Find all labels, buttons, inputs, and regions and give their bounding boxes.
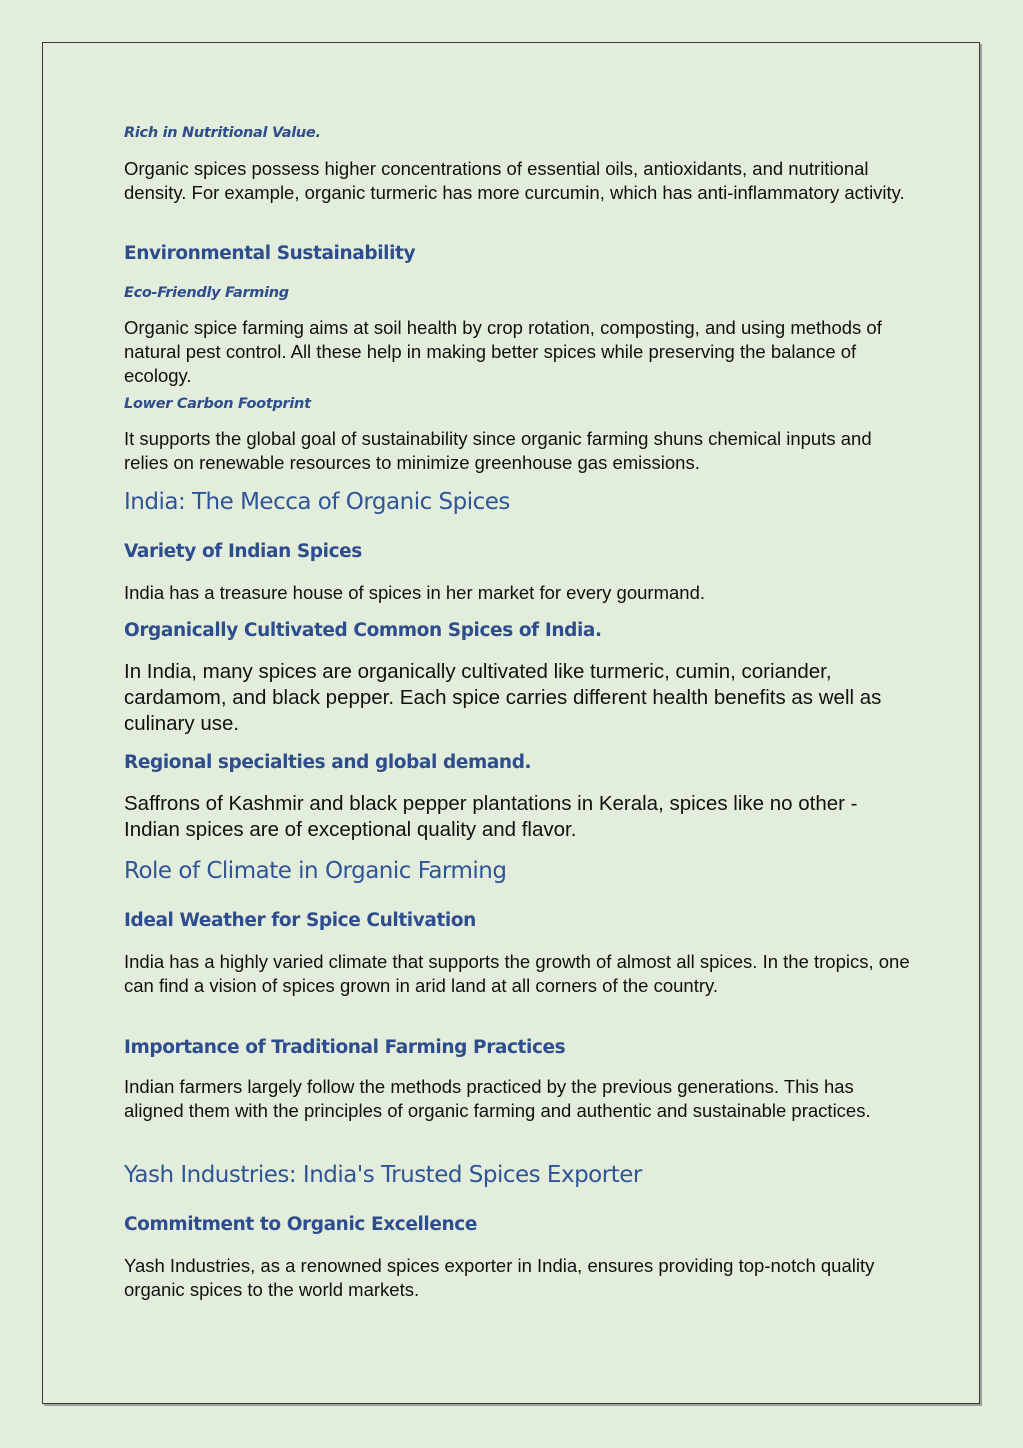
nutrition-heading: Rich in Nutritional Value. xyxy=(124,125,321,141)
eco-farming-paragraph: Organic spice farming aims at soil health by crop rotation, composting, and using methods of natural pest control. All these help in making better spices while preserving the balance of ecology. xyxy=(124,317,882,386)
commitment-paragraph: Yash Industries, as a renowned spices exporter in India, ensures providing top-notch quality organic spices to the world markets. xyxy=(124,1255,875,1300)
traditional-heading: Importance of Traditional Farming Practices xyxy=(124,1037,566,1058)
regional-paragraph: Saffrons of Kashmir and black pepper plantations in Kerala, spices like no other - Indian spices are of exceptional quality and flavor. xyxy=(124,792,858,841)
environmental-heading: Environmental Sustainability xyxy=(124,243,416,264)
commitment-heading: Commitment to Organic Excellence xyxy=(124,1214,477,1235)
carbon-footprint-paragraph: It supports the global goal of sustainability since organic farming shuns chemical inputs and relies on renewable resources to minimize greenhouse gas emissions. xyxy=(124,428,872,473)
carbon-footprint-heading: Lower Carbon Footprint xyxy=(124,396,311,412)
traditional-paragraph: Indian farmers largely follow the methods practiced by the previous generations. This has aligned them with the principles of organic farming and authentic and sustainable practices. xyxy=(124,1076,871,1121)
yash-industries-heading: Yash Industries: India's Trusted Spices Exporter xyxy=(124,1162,642,1188)
weather-paragraph: India has a highly varied climate that supports the growth of almost all spices. In the tropics, one can find a vision of spices grown in arid land at all corners of the country. xyxy=(124,951,910,996)
variety-heading: Variety of Indian Spices xyxy=(124,541,362,562)
variety-paragraph: India has a treasure house of spices in her market for every gourmand. xyxy=(124,582,705,603)
weather-heading: Ideal Weather for Spice Cultivation xyxy=(124,910,476,931)
common-spices-heading: Organically Cultivated Common Spices of India. xyxy=(124,620,602,641)
india-mecca-heading: India: The Mecca of Organic Spices xyxy=(124,489,510,515)
regional-heading: Regional specialties and global demand. xyxy=(124,752,532,773)
nutrition-paragraph: Organic spices possess higher concentrations of essential oils, antioxidants, and nutritional density. For example, organic turmeric has more curcumin, which has anti-inflammatory activity. xyxy=(124,158,905,203)
common-spices-paragraph: In India, many spices are organically cultivated like turmeric, cumin, coriander, cardamom, and black pepper. Each spice carries different health benefits as well as culinary use. xyxy=(124,660,882,735)
climate-heading: Role of Climate in Organic Farming xyxy=(124,858,507,884)
eco-farming-heading: Eco-Friendly Farming xyxy=(124,285,289,301)
